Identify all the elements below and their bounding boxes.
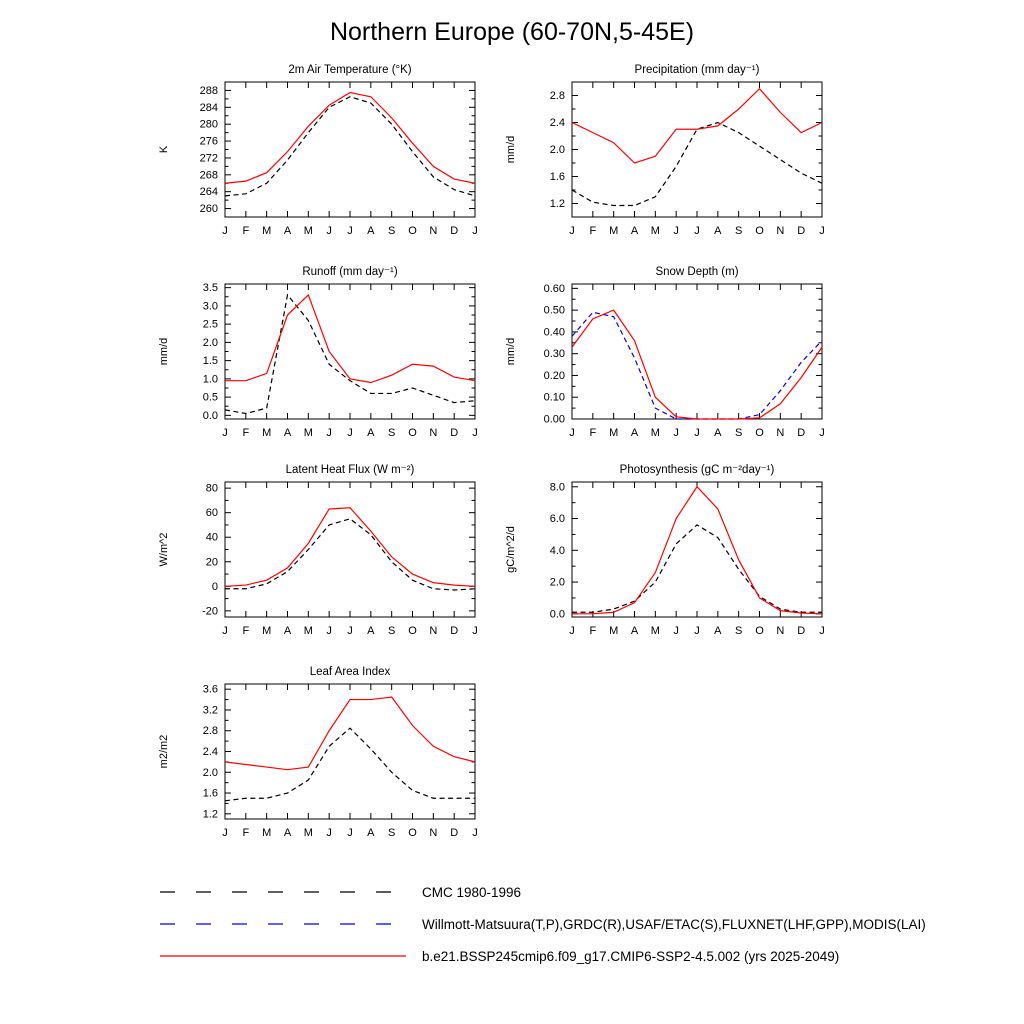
svg-text:0: 0 bbox=[211, 580, 218, 593]
svg-text:4.0: 4.0 bbox=[549, 544, 565, 557]
svg-text:0.30: 0.30 bbox=[543, 348, 565, 361]
series-cmc bbox=[225, 728, 475, 801]
series-cmc bbox=[572, 123, 822, 206]
chart-latent-heat-flux bbox=[150, 460, 495, 665]
svg-text:O: O bbox=[755, 225, 764, 237]
svg-text:J: J bbox=[326, 625, 332, 637]
svg-text:F: F bbox=[589, 427, 597, 439]
svg-text:M: M bbox=[650, 427, 660, 439]
svg-text:2.4: 2.4 bbox=[202, 746, 218, 758]
series-model bbox=[225, 295, 475, 383]
series-model bbox=[572, 310, 822, 419]
svg-text:F: F bbox=[242, 427, 250, 439]
svg-text:J: J bbox=[472, 225, 478, 237]
svg-text:1.2: 1.2 bbox=[549, 198, 565, 210]
svg-text:J: J bbox=[819, 427, 825, 439]
legend-line-sample-cmc bbox=[158, 884, 408, 900]
svg-text:W/m^2: W/m^2 bbox=[158, 532, 170, 567]
chart-photosynthesis bbox=[497, 460, 842, 665]
series-model bbox=[572, 89, 822, 163]
svg-text:A: A bbox=[714, 225, 722, 237]
series-cmc bbox=[225, 97, 475, 196]
svg-text:M: M bbox=[262, 427, 272, 439]
svg-text:A: A bbox=[630, 225, 639, 237]
chart-svg-latent-heat-flux bbox=[150, 460, 495, 665]
svg-text:2.0: 2.0 bbox=[549, 144, 565, 156]
legend-line-sample-obs bbox=[158, 916, 408, 932]
svg-text:J: J bbox=[569, 625, 575, 637]
svg-text:J: J bbox=[472, 625, 478, 637]
svg-text:M: M bbox=[262, 625, 272, 637]
svg-text:S: S bbox=[734, 427, 743, 439]
svg-text:F: F bbox=[242, 625, 250, 637]
svg-text:O: O bbox=[755, 625, 764, 637]
svg-text:mm/d: mm/d bbox=[158, 337, 170, 366]
svg-text:N: N bbox=[776, 225, 785, 237]
svg-text:J: J bbox=[326, 225, 332, 237]
svg-text:m2/m2: m2/m2 bbox=[158, 734, 170, 769]
svg-text:1.2: 1.2 bbox=[202, 808, 218, 821]
legend-label-cmc: CMC 1980-1996 bbox=[422, 884, 522, 900]
legend-row-cmc bbox=[158, 876, 926, 908]
svg-text:8.0: 8.0 bbox=[549, 481, 565, 494]
svg-text:S: S bbox=[387, 225, 396, 237]
svg-text:M: M bbox=[609, 427, 619, 439]
chart-runoff bbox=[150, 262, 495, 467]
legend-label-obs: Willmott-Matsuura(T,P),GRDC(R),USAF/ETAC(S),FLUXNET(LHF,GPP),MODIS(LAI) bbox=[422, 916, 926, 932]
svg-text:N: N bbox=[776, 427, 785, 439]
svg-text:3.2: 3.2 bbox=[202, 704, 218, 717]
svg-text:J: J bbox=[222, 427, 228, 439]
svg-text:M: M bbox=[303, 225, 313, 237]
svg-text:F: F bbox=[589, 225, 597, 237]
svg-text:O: O bbox=[755, 427, 764, 439]
svg-text:0.10: 0.10 bbox=[543, 391, 565, 404]
svg-text:260: 260 bbox=[199, 203, 218, 216]
chart-svg-runoff bbox=[150, 262, 495, 467]
svg-text:K: K bbox=[158, 145, 170, 154]
svg-text:M: M bbox=[609, 225, 619, 237]
chart-svg-photosynthesis bbox=[497, 460, 842, 665]
svg-text:S: S bbox=[387, 827, 396, 839]
svg-text:mm/d: mm/d bbox=[505, 135, 517, 164]
svg-text:2.0: 2.0 bbox=[202, 336, 218, 349]
svg-text:J: J bbox=[472, 827, 478, 839]
svg-text:0.00: 0.00 bbox=[543, 413, 565, 426]
svg-text:J: J bbox=[347, 427, 353, 439]
svg-text:0.0: 0.0 bbox=[549, 608, 565, 621]
series-model bbox=[572, 487, 822, 614]
svg-text:J: J bbox=[819, 225, 825, 237]
chart-precipitation bbox=[497, 60, 842, 265]
svg-text:D: D bbox=[450, 625, 459, 637]
svg-text:O: O bbox=[408, 427, 417, 439]
svg-text:A: A bbox=[283, 625, 292, 637]
svg-text:1.0: 1.0 bbox=[202, 373, 218, 386]
series-cmc bbox=[225, 295, 475, 414]
svg-text:J: J bbox=[694, 427, 700, 439]
svg-text:A: A bbox=[367, 827, 375, 839]
svg-text:M: M bbox=[650, 225, 660, 237]
svg-text:M: M bbox=[303, 625, 313, 637]
svg-text:J: J bbox=[673, 625, 679, 637]
svg-text:J: J bbox=[694, 225, 700, 237]
svg-text:M: M bbox=[650, 625, 660, 637]
svg-text:1.6: 1.6 bbox=[549, 171, 565, 183]
svg-text:Leaf Area Index: Leaf Area Index bbox=[309, 666, 391, 678]
svg-text:A: A bbox=[283, 427, 292, 439]
chart-leaf-area-index bbox=[150, 662, 495, 867]
svg-text:264: 264 bbox=[199, 186, 218, 199]
svg-text:268: 268 bbox=[199, 169, 218, 182]
svg-text:J: J bbox=[222, 827, 228, 839]
svg-text:A: A bbox=[367, 225, 375, 237]
svg-text:A: A bbox=[714, 427, 722, 439]
svg-text:M: M bbox=[262, 827, 272, 839]
svg-text:2.8: 2.8 bbox=[202, 725, 218, 738]
svg-text:S: S bbox=[387, 427, 396, 439]
svg-text:0.5: 0.5 bbox=[202, 391, 218, 404]
svg-text:2.4: 2.4 bbox=[549, 117, 565, 129]
svg-text:0.20: 0.20 bbox=[543, 369, 565, 382]
svg-text:F: F bbox=[589, 625, 597, 637]
svg-text:N: N bbox=[776, 625, 785, 637]
figure-title: Northern Europe (60-70N,5-45E) bbox=[329, 18, 695, 46]
svg-text:mm/d: mm/d bbox=[505, 337, 517, 366]
svg-text:2m Air Temperature (°K): 2m Air Temperature (°K) bbox=[288, 64, 412, 76]
series-model bbox=[225, 93, 475, 184]
svg-text:A: A bbox=[714, 625, 722, 637]
svg-text:0.50: 0.50 bbox=[543, 304, 565, 317]
svg-text:D: D bbox=[450, 225, 459, 237]
svg-text:3.0: 3.0 bbox=[202, 300, 218, 313]
svg-text:0.0: 0.0 bbox=[202, 409, 218, 422]
svg-text:A: A bbox=[630, 625, 639, 637]
svg-text:6.0: 6.0 bbox=[549, 513, 565, 526]
svg-text:J: J bbox=[673, 225, 679, 237]
svg-text:1.5: 1.5 bbox=[202, 355, 218, 368]
legend-sample-svg-model bbox=[158, 948, 408, 964]
chart-2m-air-temperature bbox=[150, 60, 495, 265]
series-obs bbox=[572, 312, 822, 419]
chart-snow-depth bbox=[497, 262, 842, 467]
svg-text:M: M bbox=[609, 625, 619, 637]
svg-text:J: J bbox=[569, 427, 575, 439]
svg-text:Latent Heat Flux (W m⁻²): Latent Heat Flux (W m⁻²) bbox=[285, 464, 415, 476]
svg-text:3.6: 3.6 bbox=[202, 683, 218, 696]
svg-text:J: J bbox=[222, 625, 228, 637]
svg-text:N: N bbox=[429, 625, 438, 637]
svg-text:O: O bbox=[408, 225, 417, 237]
svg-text:272: 272 bbox=[199, 152, 218, 165]
svg-text:D: D bbox=[450, 827, 459, 839]
svg-text:N: N bbox=[429, 827, 438, 839]
svg-text:280: 280 bbox=[199, 118, 218, 131]
series-cmc bbox=[225, 519, 475, 590]
legend-label-model: b.e21.BSSP245cmip6.f09_g17.CMIP6-SSP2-4.5.002 (yrs 2025-2049) bbox=[422, 948, 840, 964]
chart-svg-precipitation bbox=[497, 60, 842, 265]
svg-text:F: F bbox=[242, 225, 250, 237]
svg-text:2.0: 2.0 bbox=[549, 576, 565, 589]
svg-text:1.6: 1.6 bbox=[202, 787, 218, 800]
svg-text:J: J bbox=[347, 827, 353, 839]
svg-text:2.5: 2.5 bbox=[202, 318, 218, 331]
svg-text:Photosynthesis (gC m⁻²day⁻¹): Photosynthesis (gC m⁻²day⁻¹) bbox=[619, 464, 775, 476]
svg-text:J: J bbox=[326, 827, 332, 839]
svg-text:3.5: 3.5 bbox=[202, 282, 218, 295]
svg-text:20: 20 bbox=[205, 556, 218, 569]
svg-text:0.40: 0.40 bbox=[543, 326, 565, 339]
svg-text:A: A bbox=[283, 225, 292, 237]
svg-text:O: O bbox=[408, 625, 417, 637]
svg-text:60: 60 bbox=[205, 507, 218, 520]
svg-text:J: J bbox=[347, 225, 353, 237]
svg-text:O: O bbox=[408, 827, 417, 839]
svg-text:-20: -20 bbox=[202, 605, 218, 618]
svg-text:D: D bbox=[797, 427, 806, 439]
svg-text:D: D bbox=[797, 625, 806, 637]
svg-text:J: J bbox=[673, 427, 679, 439]
svg-text:288: 288 bbox=[199, 84, 218, 97]
svg-text:M: M bbox=[303, 427, 313, 439]
svg-text:284: 284 bbox=[199, 101, 218, 114]
svg-text:N: N bbox=[429, 427, 438, 439]
svg-text:J: J bbox=[222, 225, 228, 237]
svg-text:J: J bbox=[472, 427, 478, 439]
svg-text:D: D bbox=[450, 427, 459, 439]
legend-sample-svg-obs bbox=[158, 916, 408, 932]
svg-text:0.60: 0.60 bbox=[543, 282, 565, 295]
svg-text:40: 40 bbox=[205, 531, 218, 544]
legend bbox=[158, 876, 926, 972]
series-model bbox=[225, 508, 475, 587]
series-cmc bbox=[572, 525, 822, 612]
svg-text:J: J bbox=[569, 225, 575, 237]
legend-sample-svg-cmc bbox=[158, 884, 408, 900]
legend-row-obs bbox=[158, 908, 926, 940]
chart-svg-snow-depth bbox=[497, 262, 842, 467]
svg-text:S: S bbox=[734, 625, 743, 637]
svg-text:A: A bbox=[367, 427, 375, 439]
svg-text:F: F bbox=[242, 827, 250, 839]
svg-text:A: A bbox=[367, 625, 375, 637]
legend-line-sample-model bbox=[158, 948, 408, 964]
svg-text:gC/m^2/d: gC/m^2/d bbox=[505, 526, 517, 573]
chart-svg-2m-air-temperature bbox=[150, 60, 495, 265]
svg-text:Snow Depth (m): Snow Depth (m) bbox=[655, 266, 739, 278]
svg-text:A: A bbox=[630, 427, 639, 439]
svg-text:J: J bbox=[819, 625, 825, 637]
svg-text:Precipitation (mm day⁻¹): Precipitation (mm day⁻¹) bbox=[634, 64, 760, 76]
svg-text:J: J bbox=[347, 625, 353, 637]
svg-text:80: 80 bbox=[205, 482, 218, 495]
svg-text:N: N bbox=[429, 225, 438, 237]
series-model bbox=[225, 697, 475, 770]
svg-text:M: M bbox=[262, 225, 272, 237]
svg-text:S: S bbox=[734, 225, 743, 237]
svg-text:Runoff (mm day⁻¹): Runoff (mm day⁻¹) bbox=[302, 266, 398, 278]
legend-row-model bbox=[158, 940, 926, 972]
svg-text:276: 276 bbox=[199, 135, 218, 148]
svg-text:S: S bbox=[387, 625, 396, 637]
svg-text:2.0: 2.0 bbox=[202, 766, 218, 779]
svg-text:J: J bbox=[326, 427, 332, 439]
svg-text:D: D bbox=[797, 225, 806, 237]
svg-text:J: J bbox=[694, 625, 700, 637]
chart-svg-leaf-area-index bbox=[150, 662, 495, 867]
svg-text:A: A bbox=[283, 827, 292, 839]
svg-text:2.8: 2.8 bbox=[549, 90, 565, 102]
svg-text:M: M bbox=[303, 827, 313, 839]
